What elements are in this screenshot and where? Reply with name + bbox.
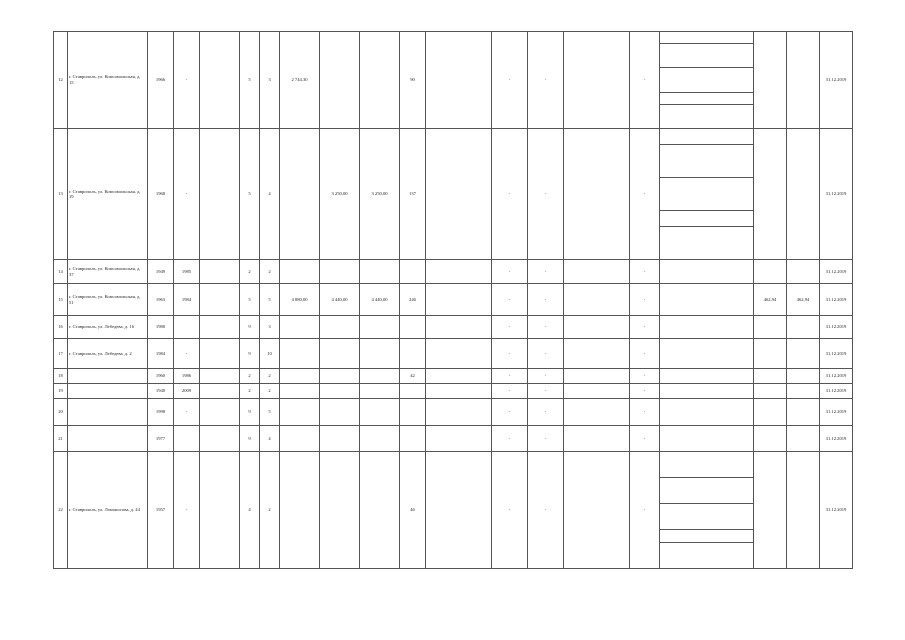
year-reconstructed-cell: - — [174, 129, 200, 260]
wall-material-cell — [200, 32, 240, 129]
fund-cost-cell: - — [492, 399, 528, 426]
work-type-cell — [660, 543, 754, 569]
year-reconstructed-cell: - — [174, 399, 200, 426]
private-area-cell — [360, 384, 400, 399]
max-cost-cell — [787, 452, 820, 569]
address-cell: г. Ставрополь, ул. Комсомольская, д. 19 — [68, 129, 148, 260]
floors-cell: 9 — [240, 316, 260, 339]
table-row — [54, 32, 853, 44]
total-cost-cell — [426, 32, 492, 129]
floors-cell: 9 — [240, 426, 260, 452]
entrances-cell: 5 — [260, 399, 280, 426]
table-row — [54, 129, 853, 145]
address-cell: г. Ставрополь, ул. Комсомольская, д. 15 — [68, 32, 148, 129]
unit-cost-cell — [754, 316, 787, 339]
address-cell: г. Ставрополь, ул. Лебедева, д. 2 — [68, 339, 148, 369]
budget-cost-cell: - — [528, 284, 564, 316]
owner-cost-cell — [564, 32, 630, 129]
max-cost-cell — [787, 399, 820, 426]
deadline-cell: 31.12.2019 — [820, 260, 853, 284]
entrances-cell: 3 — [260, 32, 280, 129]
budget-cost-cell: - — [528, 260, 564, 284]
work-type-cell — [660, 260, 754, 284]
max-cost-cell: 462,94 — [787, 284, 820, 316]
residents-cell: 46 — [400, 452, 426, 569]
unit-cost-cell — [754, 32, 787, 129]
address-cell — [68, 426, 148, 452]
total-area-cell — [280, 452, 320, 569]
other-cost-cell: - — [630, 32, 660, 129]
living-area-cell — [320, 399, 360, 426]
max-cost-cell — [787, 426, 820, 452]
private-area-cell — [360, 426, 400, 452]
work-type-cell — [660, 211, 754, 227]
work-type-cell — [660, 426, 754, 452]
total-area-cell — [280, 129, 320, 260]
owner-cost-cell — [564, 399, 630, 426]
work-type-cell — [660, 104, 754, 128]
other-cost-cell: - — [630, 316, 660, 339]
private-area-cell — [360, 339, 400, 369]
fund-cost-cell: - — [492, 316, 528, 339]
row-number: 15 — [54, 284, 68, 316]
total-area-cell — [280, 369, 320, 384]
table-row — [54, 316, 853, 339]
year-reconstructed-cell: - — [174, 32, 200, 129]
owner-cost-cell — [564, 260, 630, 284]
floors-cell: 2 — [240, 260, 260, 284]
floors-cell: 2 — [240, 384, 260, 399]
year-built-cell: 1963 — [148, 284, 174, 316]
residents-cell — [400, 339, 426, 369]
work-type-cell — [660, 369, 754, 384]
unit-cost-cell — [754, 384, 787, 399]
residents-cell — [400, 399, 426, 426]
other-cost-cell: - — [630, 426, 660, 452]
private-area-cell — [360, 32, 400, 129]
residents-cell — [400, 426, 426, 452]
work-type-cell — [660, 339, 754, 369]
total-area-cell — [280, 384, 320, 399]
living-area-cell — [320, 316, 360, 339]
year-reconstructed-cell: 1985 — [174, 260, 200, 284]
row-number: 16 — [54, 316, 68, 339]
max-cost-cell — [787, 260, 820, 284]
table-row — [54, 384, 853, 399]
living-area-cell: 4 440,00 — [320, 284, 360, 316]
work-type-cell — [660, 68, 754, 92]
deadline-cell: 31.12.2019 — [820, 384, 853, 399]
address-cell — [68, 399, 148, 426]
row-number: 21 — [54, 426, 68, 452]
year-reconstructed-cell: 1986 — [174, 369, 200, 384]
deadline-cell: 31.12.2019 — [820, 399, 853, 426]
residents-cell: 90 — [400, 32, 426, 129]
unit-cost-cell — [754, 426, 787, 452]
total-cost-cell — [426, 384, 492, 399]
work-type-cell — [660, 384, 754, 399]
year-reconstructed-cell — [174, 316, 200, 339]
owner-cost-cell — [564, 339, 630, 369]
owner-cost-cell — [564, 129, 630, 260]
budget-cost-cell: - — [528, 384, 564, 399]
year-built-cell: 1949 — [148, 260, 174, 284]
floors-cell: 5 — [240, 284, 260, 316]
unit-cost-cell — [754, 339, 787, 369]
table-row — [54, 452, 853, 478]
max-cost-cell — [787, 384, 820, 399]
other-cost-cell: - — [630, 384, 660, 399]
table-row — [54, 426, 853, 452]
deadline-cell: 31.12.2019 — [820, 426, 853, 452]
row-number: 22 — [54, 452, 68, 569]
total-area-cell — [280, 426, 320, 452]
residents-cell — [400, 384, 426, 399]
row-number: 17 — [54, 339, 68, 369]
year-built-cell: 1968 — [148, 129, 174, 260]
budget-cost-cell: - — [528, 452, 564, 569]
fund-cost-cell: - — [492, 426, 528, 452]
budget-cost-cell: - — [528, 129, 564, 260]
living-area-cell — [320, 452, 360, 569]
total-area-cell: 4 880,00 — [280, 284, 320, 316]
row-number: 14 — [54, 260, 68, 284]
entrances-cell: 4 — [260, 129, 280, 260]
wall-material-cell — [200, 129, 240, 260]
other-cost-cell: - — [630, 260, 660, 284]
unit-cost-cell — [754, 260, 787, 284]
budget-cost-cell: - — [528, 32, 564, 129]
work-type-cell — [660, 145, 754, 178]
work-type-cell — [660, 32, 754, 44]
entrances-cell: 2 — [260, 452, 280, 569]
deadline-cell: 31.12.2019 — [820, 369, 853, 384]
table-row — [54, 260, 853, 284]
work-type-cell — [660, 530, 754, 543]
work-type-cell — [660, 92, 754, 104]
other-cost-cell: - — [630, 452, 660, 569]
living-area-cell — [320, 369, 360, 384]
total-cost-cell — [426, 426, 492, 452]
year-built-cell: 1966 — [148, 32, 174, 129]
fund-cost-cell: - — [492, 369, 528, 384]
total-area-cell — [280, 260, 320, 284]
owner-cost-cell — [564, 284, 630, 316]
owner-cost-cell — [564, 369, 630, 384]
year-built-cell: 1977 — [148, 426, 174, 452]
deadline-cell: 31.12.2019 — [820, 452, 853, 569]
document-page — [53, 31, 852, 569]
budget-cost-cell: - — [528, 399, 564, 426]
total-area-cell — [280, 399, 320, 426]
other-cost-cell: - — [630, 284, 660, 316]
row-number: 12 — [54, 32, 68, 129]
address-cell: г. Ставрополь, ул. Комсомольская, д. 51 — [68, 284, 148, 316]
address-cell: г. Ставрополь, ул. Комсомольская, д. 37 — [68, 260, 148, 284]
other-cost-cell: - — [630, 339, 660, 369]
deadline-cell: 31.12.2019 — [820, 284, 853, 316]
entrances-cell: 2 — [260, 260, 280, 284]
floors-cell: 9 — [240, 399, 260, 426]
entrances-cell: 10 — [260, 339, 280, 369]
private-area-cell — [360, 260, 400, 284]
budget-cost-cell: - — [528, 369, 564, 384]
private-area-cell — [360, 399, 400, 426]
living-area-cell — [320, 339, 360, 369]
max-cost-cell — [787, 339, 820, 369]
private-area-cell: 3 250,00 — [360, 129, 400, 260]
year-built-cell: 1984 — [148, 339, 174, 369]
wall-material-cell — [200, 260, 240, 284]
total-cost-cell — [426, 369, 492, 384]
unit-cost-cell — [754, 129, 787, 260]
work-type-cell — [660, 129, 754, 145]
residents-cell: 42 — [400, 369, 426, 384]
fund-cost-cell: - — [492, 384, 528, 399]
work-type-cell — [660, 44, 754, 68]
work-type-cell — [660, 284, 754, 316]
other-cost-cell: - — [630, 399, 660, 426]
private-area-cell: 4 440,00 — [360, 284, 400, 316]
budget-cost-cell: - — [528, 316, 564, 339]
year-built-cell: 1998 — [148, 399, 174, 426]
fund-cost-cell: - — [492, 129, 528, 260]
private-area-cell — [360, 316, 400, 339]
work-type-cell — [660, 478, 754, 504]
table-row — [54, 399, 853, 426]
table-body — [54, 32, 853, 569]
residents-cell — [400, 316, 426, 339]
wall-material-cell — [200, 369, 240, 384]
table-row — [54, 284, 853, 316]
residents-cell: 246 — [400, 284, 426, 316]
work-type-cell — [660, 504, 754, 530]
work-type-cell — [660, 316, 754, 339]
wall-material-cell — [200, 384, 240, 399]
row-number: 19 — [54, 384, 68, 399]
wall-material-cell — [200, 339, 240, 369]
total-cost-cell — [426, 284, 492, 316]
max-cost-cell — [787, 129, 820, 260]
entrances-cell: 2 — [260, 384, 280, 399]
living-area-cell — [320, 426, 360, 452]
total-cost-cell — [426, 316, 492, 339]
max-cost-cell — [787, 369, 820, 384]
wall-material-cell — [200, 316, 240, 339]
floors-cell: 9 — [240, 339, 260, 369]
owner-cost-cell — [564, 316, 630, 339]
work-type-cell — [660, 452, 754, 478]
residents-cell — [400, 260, 426, 284]
owner-cost-cell — [564, 452, 630, 569]
row-number: 20 — [54, 399, 68, 426]
year-built-cell: 1957 — [148, 452, 174, 569]
living-area-cell — [320, 384, 360, 399]
residents-cell: 137 — [400, 129, 426, 260]
year-reconstructed-cell: - — [174, 339, 200, 369]
total-cost-cell — [426, 452, 492, 569]
deadline-cell: 31.12.2019 — [820, 339, 853, 369]
table-row — [54, 369, 853, 384]
fund-cost-cell: - — [492, 452, 528, 569]
wall-material-cell — [200, 452, 240, 569]
floors-cell: 5 — [240, 32, 260, 129]
living-area-cell: 3 250,00 — [320, 129, 360, 260]
fund-cost-cell: - — [492, 339, 528, 369]
fund-cost-cell: - — [492, 32, 528, 129]
total-area-cell — [280, 339, 320, 369]
table-row — [54, 339, 853, 369]
fund-cost-cell: - — [492, 284, 528, 316]
year-built-cell: 1940 — [148, 384, 174, 399]
total-area-cell: 2 744,30 — [280, 32, 320, 129]
total-cost-cell — [426, 399, 492, 426]
private-area-cell — [360, 369, 400, 384]
owner-cost-cell — [564, 426, 630, 452]
year-built-cell: 1960 — [148, 369, 174, 384]
private-area-cell — [360, 452, 400, 569]
unit-cost-cell — [754, 369, 787, 384]
unit-cost-cell — [754, 452, 787, 569]
year-reconstructed-cell: - — [174, 452, 200, 569]
deadline-cell: 31.12.2019 — [820, 316, 853, 339]
fund-cost-cell: - — [492, 260, 528, 284]
wall-material-cell — [200, 284, 240, 316]
wall-material-cell — [200, 399, 240, 426]
total-area-cell — [280, 316, 320, 339]
work-type-cell — [660, 178, 754, 211]
row-number: 18 — [54, 369, 68, 384]
deadline-cell: 31.12.2019 — [820, 32, 853, 129]
address-cell: г. Ставрополь, ул. Лебедева, д. 16 — [68, 316, 148, 339]
entrances-cell: 5 — [260, 284, 280, 316]
other-cost-cell: - — [630, 129, 660, 260]
floors-cell: 4 — [240, 452, 260, 569]
entrances-cell: 4 — [260, 426, 280, 452]
unit-cost-cell — [754, 399, 787, 426]
address-cell: г. Ставрополь, ул. Ломоносова, д. 44 — [68, 452, 148, 569]
address-cell — [68, 384, 148, 399]
entrances-cell: 2 — [260, 369, 280, 384]
work-type-cell — [660, 227, 754, 260]
total-cost-cell — [426, 260, 492, 284]
floors-cell: 2 — [240, 369, 260, 384]
living-area-cell — [320, 260, 360, 284]
address-cell — [68, 369, 148, 384]
budget-cost-cell: - — [528, 426, 564, 452]
entrances-cell: 3 — [260, 316, 280, 339]
deadline-cell: 31.12.2019 — [820, 129, 853, 260]
other-cost-cell: - — [630, 369, 660, 384]
wall-material-cell — [200, 426, 240, 452]
year-reconstructed-cell — [174, 426, 200, 452]
year-built-cell: 1980 — [148, 316, 174, 339]
owner-cost-cell — [564, 384, 630, 399]
year-reconstructed-cell: 2009 — [174, 384, 200, 399]
work-type-cell — [660, 399, 754, 426]
max-cost-cell — [787, 32, 820, 129]
total-cost-cell — [426, 129, 492, 260]
repair-program-table — [53, 31, 853, 569]
max-cost-cell — [787, 316, 820, 339]
year-reconstructed-cell: 1984 — [174, 284, 200, 316]
living-area-cell — [320, 32, 360, 129]
floors-cell: 5 — [240, 129, 260, 260]
budget-cost-cell: - — [528, 339, 564, 369]
row-number: 13 — [54, 129, 68, 260]
unit-cost-cell: 462,94 — [754, 284, 787, 316]
total-cost-cell — [426, 339, 492, 369]
